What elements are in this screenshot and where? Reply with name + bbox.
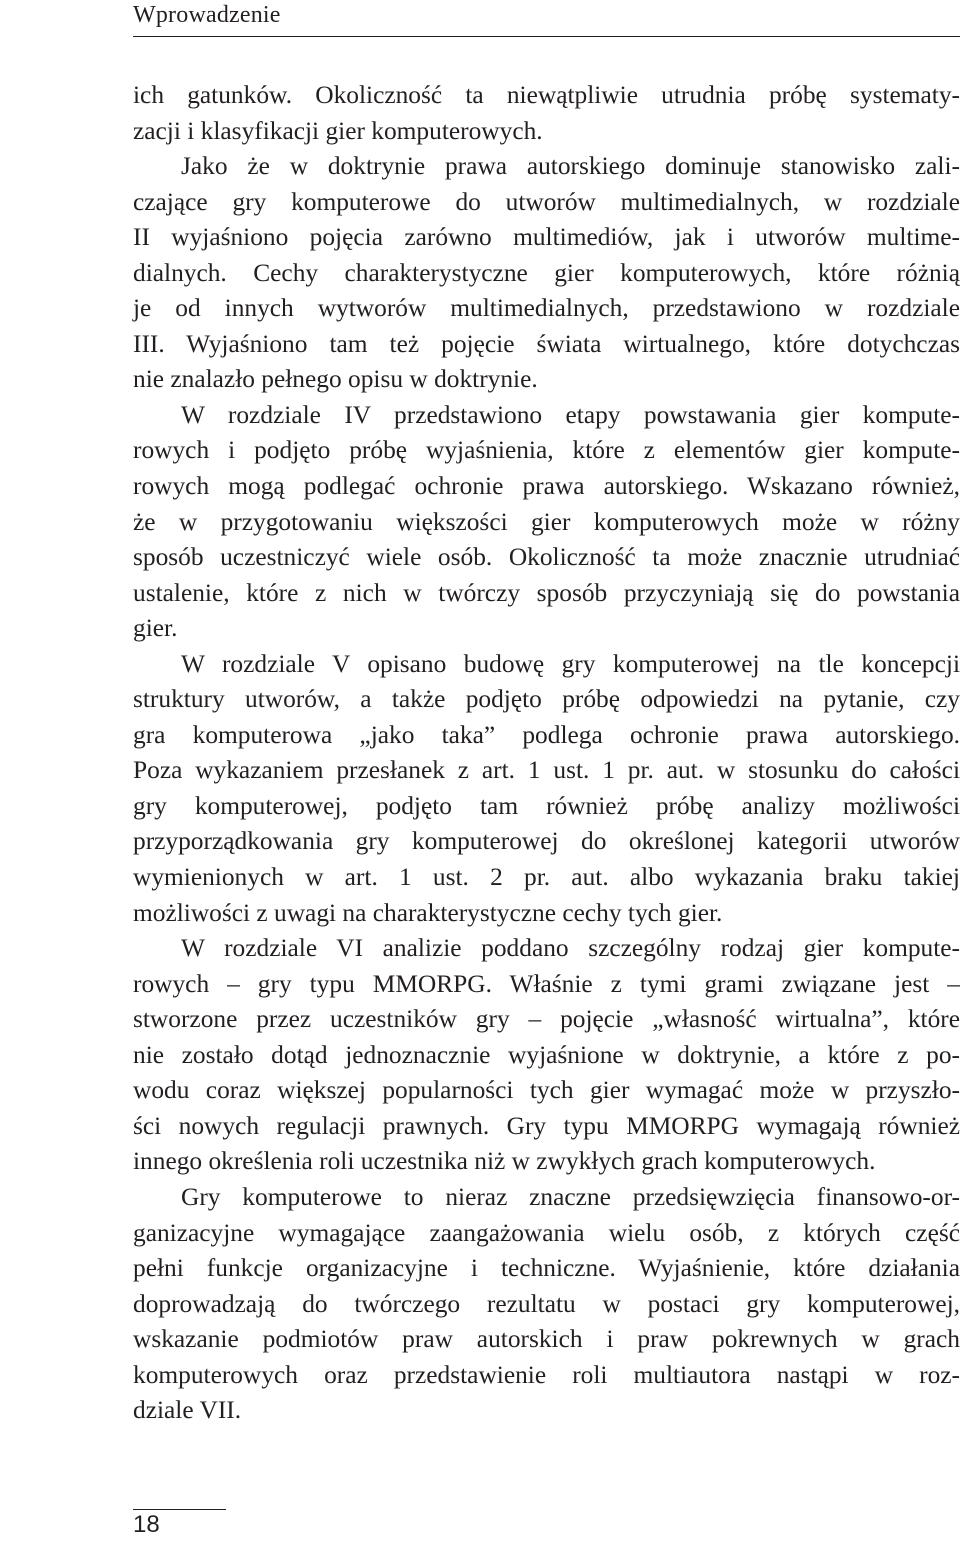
text-line: wskazanie podmiotów praw autorskich i praw pokrewnych w grach bbox=[133, 1325, 960, 1354]
text-line: rowych i podjęto próbę wyjaśnienia, które z elementów gier kompute- bbox=[133, 436, 960, 465]
text-line: doprowadzają do twórczego rezultatu w postaci gry komputerowej, bbox=[133, 1289, 960, 1318]
text-line: nie zostało dotąd jednoznacznie wyjaśnione w doktrynie, a które z po- bbox=[133, 1040, 960, 1069]
text-line: dziale VII. bbox=[133, 1396, 242, 1425]
text-line: pełni funkcje organizacyjne i techniczne. Wyjaśnienie, które działania bbox=[133, 1254, 960, 1283]
body-text bbox=[133, 78, 960, 1429]
text-line: innego określenia roli uczestnika niż w zwykłych grach komputerowych. bbox=[133, 1147, 876, 1176]
text-line: rowych – gry typu MMORPG. Właśnie z tymi grami związane jest – bbox=[133, 969, 960, 998]
text-line: Jako że w doktrynie prawa autorskiego dominuje stanowisko zali- bbox=[181, 152, 960, 181]
text-line: że w przygotowaniu większości gier komputerowych może w różny bbox=[133, 507, 960, 536]
text-line: W rozdziale IV przedstawiono etapy powstawania gier kompute- bbox=[181, 400, 960, 429]
header-rule bbox=[133, 36, 960, 37]
text-line: Gry komputerowe to nieraz znaczne przedsięwzięcia finansowo-or- bbox=[181, 1182, 960, 1211]
text-line: sposób uczestniczyć wiele osób. Okoliczność ta może znacznie utrudniać bbox=[133, 543, 960, 572]
paragraph-4 bbox=[133, 647, 960, 931]
running-header-title: Wprowadzenie bbox=[133, 2, 281, 28]
text-line: ich gatunków. Okoliczność ta niewątpliwie utrudnia próbę systematy- bbox=[133, 81, 960, 109]
text-line: nie znalazło pełnego opisu w doktrynie. bbox=[133, 365, 538, 394]
text-line: III. Wyjaśniono tam też pojęcie świata wirtualnego, które dotychczas bbox=[133, 329, 960, 358]
text-line: komputerowych oraz przedstawienie roli multiautora nastąpi w roz- bbox=[133, 1360, 960, 1389]
text-line: czające gry komputerowe do utworów multimedialnych, w rozdziale bbox=[133, 187, 960, 216]
paragraph-5 bbox=[133, 931, 960, 1180]
text-line: zacji i klasyfikacji gier komputerowych. bbox=[133, 116, 543, 145]
text-line: ustalenie, które z nich w twórczy sposób przyczyniają się do powstania bbox=[133, 578, 960, 607]
paragraph-3 bbox=[133, 398, 960, 647]
paragraph-2 bbox=[133, 149, 960, 398]
text-line: W rozdziale V opisano budowę gry komputerowej na tle koncepcji bbox=[181, 649, 960, 678]
text-line: ści nowych regulacji prawnych. Gry typu MMORPG wymagają również bbox=[133, 1111, 960, 1140]
text-line: II wyjaśniono pojęcia zarówno multimediów, jak i utworów multime- bbox=[133, 223, 960, 252]
text-line: gra komputerowa „jako taka” podlega ochronie prawa autorskiego. bbox=[133, 720, 960, 749]
paragraph-6 bbox=[133, 1180, 960, 1429]
text-line: W rozdziale VI analizie poddano szczególny rodzaj gier kompute- bbox=[181, 934, 960, 963]
text-line: możliwości z uwagi na charakterystyczne cechy tych gier. bbox=[133, 898, 723, 927]
text-line: rowych mogą podlegać ochronie prawa autorskiego. Wskazano również, bbox=[133, 472, 960, 501]
text-line: stworzone przez uczestników gry – pojęcie „własność wirtualna”, które bbox=[133, 1005, 960, 1034]
text-line: dialnych. Cechy charakterystyczne gier komputerowych, które różnią bbox=[133, 258, 960, 287]
paragraph-1 bbox=[133, 78, 960, 149]
text-line: wodu coraz większej popularności tych gier wymagać może w przyszło- bbox=[133, 1076, 960, 1105]
text-line: gier. bbox=[133, 614, 178, 643]
text-line: struktury utworów, a także podjęto próbę odpowiedzi na pytanie, czy bbox=[133, 685, 960, 714]
text-line: przyporządkowania gry komputerowej do określonej kategorii utworów bbox=[133, 827, 960, 856]
text-line: gry komputerowej, podjęto tam również próbę analizy możliwości bbox=[133, 791, 960, 820]
text-line: wymienionych w art. 1 ust. 2 pr. aut. albo wykazania braku takiej bbox=[133, 863, 960, 892]
text-line: Poza wykazaniem przesłanek z art. 1 ust. 1 pr. aut. w stosunku do całości bbox=[133, 756, 960, 785]
text-line: ganizacyjne wymagające zaangażowania wielu osób, z których część bbox=[133, 1218, 960, 1247]
text-line: je od innych wytworów multimedialnych, przedstawiono w rozdziale bbox=[133, 294, 960, 323]
page-number: 18 bbox=[133, 1511, 160, 1538]
